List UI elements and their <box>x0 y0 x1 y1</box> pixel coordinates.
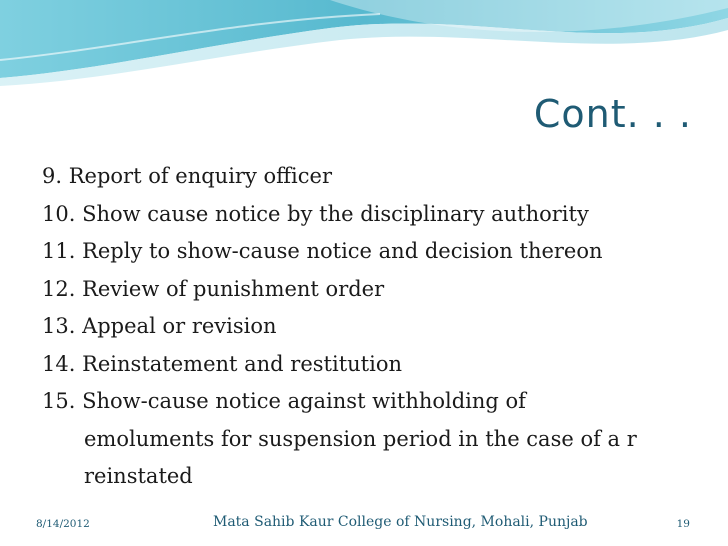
item-list <box>42 158 702 496</box>
slide-footer <box>0 514 728 536</box>
list-item: 12. Review of punishment order <box>42 276 385 301</box>
footer-college-name: Mata Sahib Kaur College of Nursing, Mohali, Punjab <box>213 514 588 530</box>
footer-date: 8/14/2012 <box>36 518 90 530</box>
slide-title: Cont. . . <box>533 92 692 136</box>
list-item: 11. Reply to show-cause notice and decision thereon <box>42 239 603 263</box>
footer-page-number: 19 <box>676 518 690 530</box>
list-item: 13. Appeal or revision <box>42 314 277 338</box>
list-item: 15. Show-cause notice against withholding of <box>42 389 526 413</box>
list-item-continuation: reinstated <box>84 464 193 488</box>
header-wave-decoration <box>0 0 728 90</box>
list-item: 9. Report of enquiry officer <box>42 164 333 188</box>
list-item: 10. Show cause notice by the disciplinary authority <box>42 201 589 226</box>
list-item-continuation: emoluments for suspension period in the case of a r <box>84 426 637 451</box>
list-item: 14. Reinstatement and restitution <box>42 351 402 376</box>
